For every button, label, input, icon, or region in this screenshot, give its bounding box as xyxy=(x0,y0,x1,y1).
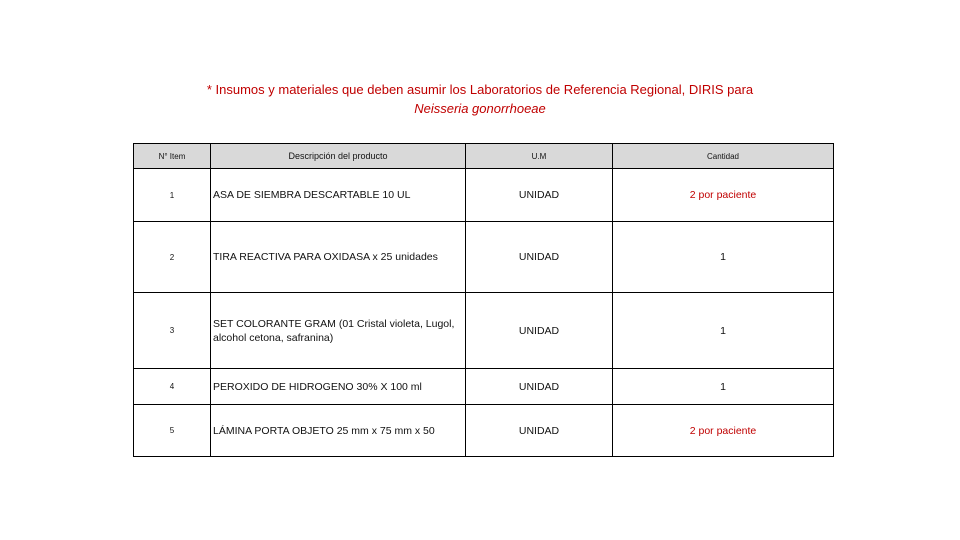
slide-title xyxy=(0,80,960,118)
cell-quantity: 1 xyxy=(613,293,834,369)
table-row xyxy=(134,222,834,293)
table-row xyxy=(134,369,834,405)
cell-description: TIRA REACTIVA PARA OXIDASA x 25 unidades xyxy=(211,222,466,293)
header-unit: U.M xyxy=(466,144,613,169)
cell-item: 1 xyxy=(134,169,211,222)
title-line-1: * Insumos y materiales que deben asumir los Laboratorios de Referencia Regional, DIRIS para xyxy=(206,82,754,97)
cell-description: ASA DE SIEMBRA DESCARTABLE 10 UL xyxy=(211,169,466,222)
header-quantity: Cantidad xyxy=(613,144,834,169)
cell-unit: UNIDAD xyxy=(466,405,613,457)
supplies-table xyxy=(133,143,834,457)
cell-item: 3 xyxy=(134,293,211,369)
cell-description: SET COLORANTE GRAM (01 Cristal violeta, Lugol, alcohol cetona, safranina) xyxy=(211,293,466,369)
cell-unit: UNIDAD xyxy=(466,169,613,222)
header-item: N° Item xyxy=(134,144,211,169)
cell-item: 2 xyxy=(134,222,211,293)
cell-quantity: 1 xyxy=(613,369,834,405)
table-header-row xyxy=(134,144,834,169)
cell-quantity: 2 por paciente xyxy=(613,169,834,222)
cell-item: 5 xyxy=(134,405,211,457)
cell-quantity: 1 xyxy=(613,222,834,293)
cell-description: LÁMINA PORTA OBJETO 25 mm x 75 mm x 50 xyxy=(211,405,466,457)
cell-unit: UNIDAD xyxy=(466,293,613,369)
cell-unit: UNIDAD xyxy=(466,369,613,405)
title-line-2: Neisseria gonorrhoeae xyxy=(414,101,546,116)
cell-description: PEROXIDO DE HIDROGENO 30% X 100 ml xyxy=(211,369,466,405)
cell-unit: UNIDAD xyxy=(466,222,613,293)
cell-item: 4 xyxy=(134,369,211,405)
table-row xyxy=(134,293,834,369)
header-description: Descripción del producto xyxy=(211,144,466,169)
table-row xyxy=(134,405,834,457)
cell-quantity: 2 por paciente xyxy=(613,405,834,457)
table-row xyxy=(134,169,834,222)
